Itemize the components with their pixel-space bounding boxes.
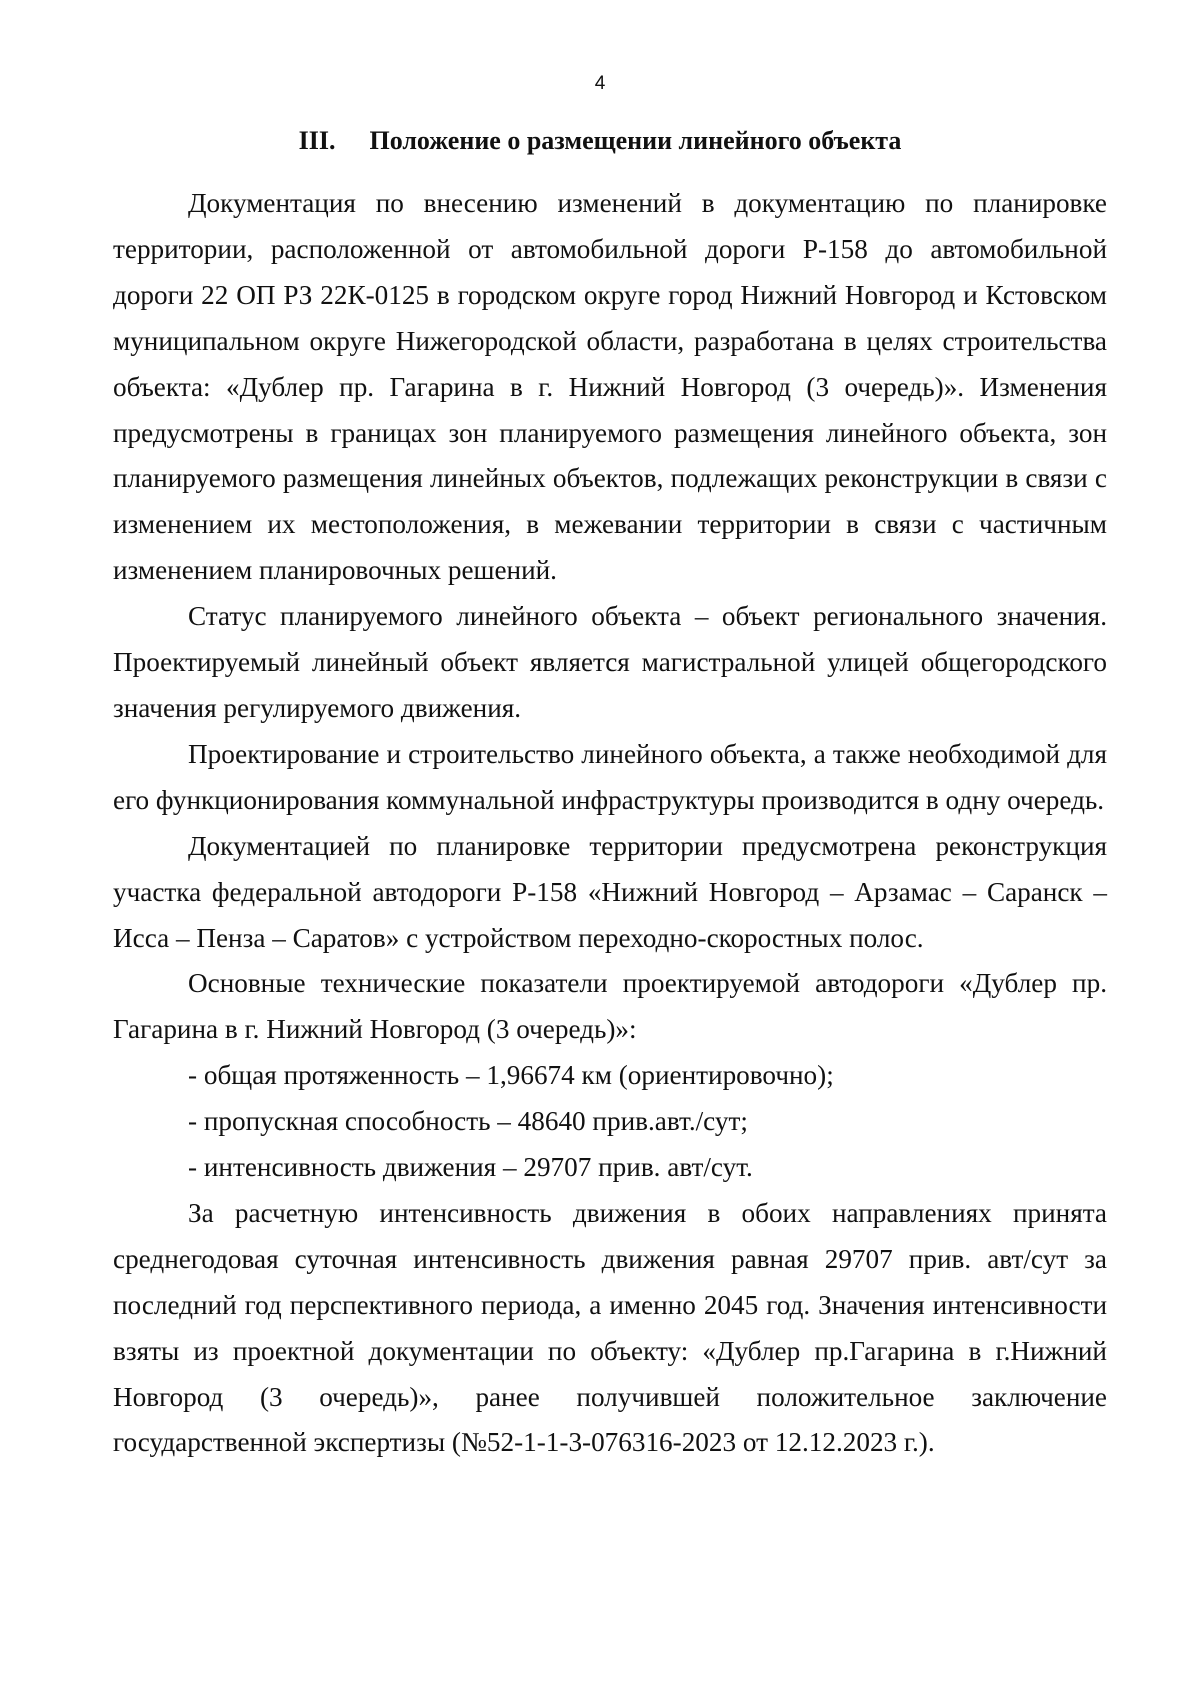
section-title: Положение о размещении линейного объекта (369, 126, 902, 155)
paragraph-purpose: Документация по внесению изменений в документацию по планировке территории, расположенной от автомобильной дороги Р-158 до автомобильной дороги 22 ОП РЗ 22К-0125 в городском округе город Нижний Новгород и Кстовском муниципальном округе Нижегородской области, разработана в целях строительства объекта: «Дублер пр. Гагарина в г. Нижний Новгород (3 очередь)». Изменения предусмотрены в границах зон планируемого размещения линейного объекта, зон планируемого размещения линейных объектов, подлежащих реконструкции в связи с изменением их местоположения, в межевании территории в связи с частичным изменением планировочных решений. (113, 188, 1114, 586)
section-numeral: III. (298, 126, 336, 155)
indicator-length: - общая протяженность – 1,96674 км (ориентировочно); (188, 1060, 834, 1091)
document-body (113, 181, 1114, 1466)
paragraph-construction-stage: Проектирование и строительство линейного объекта, а также необходимой для его функционирования коммунальной инфраструктуры производится в одну очередь. (113, 738, 1114, 815)
indicator-traffic-intensity: - интенсивность движения – 29707 прив. авт/сут. (188, 1152, 753, 1183)
paragraph-reconstruction: Документацией по планировке территории предусмотрена реконструкция участка федеральной автодороги Р-158 «Нижний Новгород – Арзамас – Саранск – Исса – Пенза – Саратов» с устройством переходно-скоростных полос. (113, 830, 1114, 953)
indicator-list (113, 1053, 1107, 1191)
paragraph-calculation-basis: За расчетную интенсивность движения в обоих направлениях принята среднегодовая суточная интенсивность движения равная 29707 прив. авт/сут за последний год перспективного периода, а именно 2045 год. Значения интенсивности взяты из проектной документации по объекту: «Дублер пр.Гагарина в г.Нижний Новгород (3 очередь)», ранее получившей положительное заключение государственной экспертизы (№52-1-1-3-076316-2023 от 12.12.2023 г.). (113, 1197, 1114, 1458)
paragraph-status: Статус планируемого линейного объекта – объект регионального значения. Проектируемый линейный объект является магистральной улицей общегородского значения регулируемого движения. (113, 601, 1114, 723)
section-heading (0, 124, 1200, 158)
indicator-capacity: - пропускная способность – 48640 прив.авт./сут; (188, 1106, 748, 1137)
paragraph-technical-indicators: Основные технические показатели проектируемой автодороги «Дублер пр. Гагарина в г. Нижний Новгород (3 очередь)»: (113, 968, 1114, 1045)
page-number: 4 (594, 73, 606, 94)
